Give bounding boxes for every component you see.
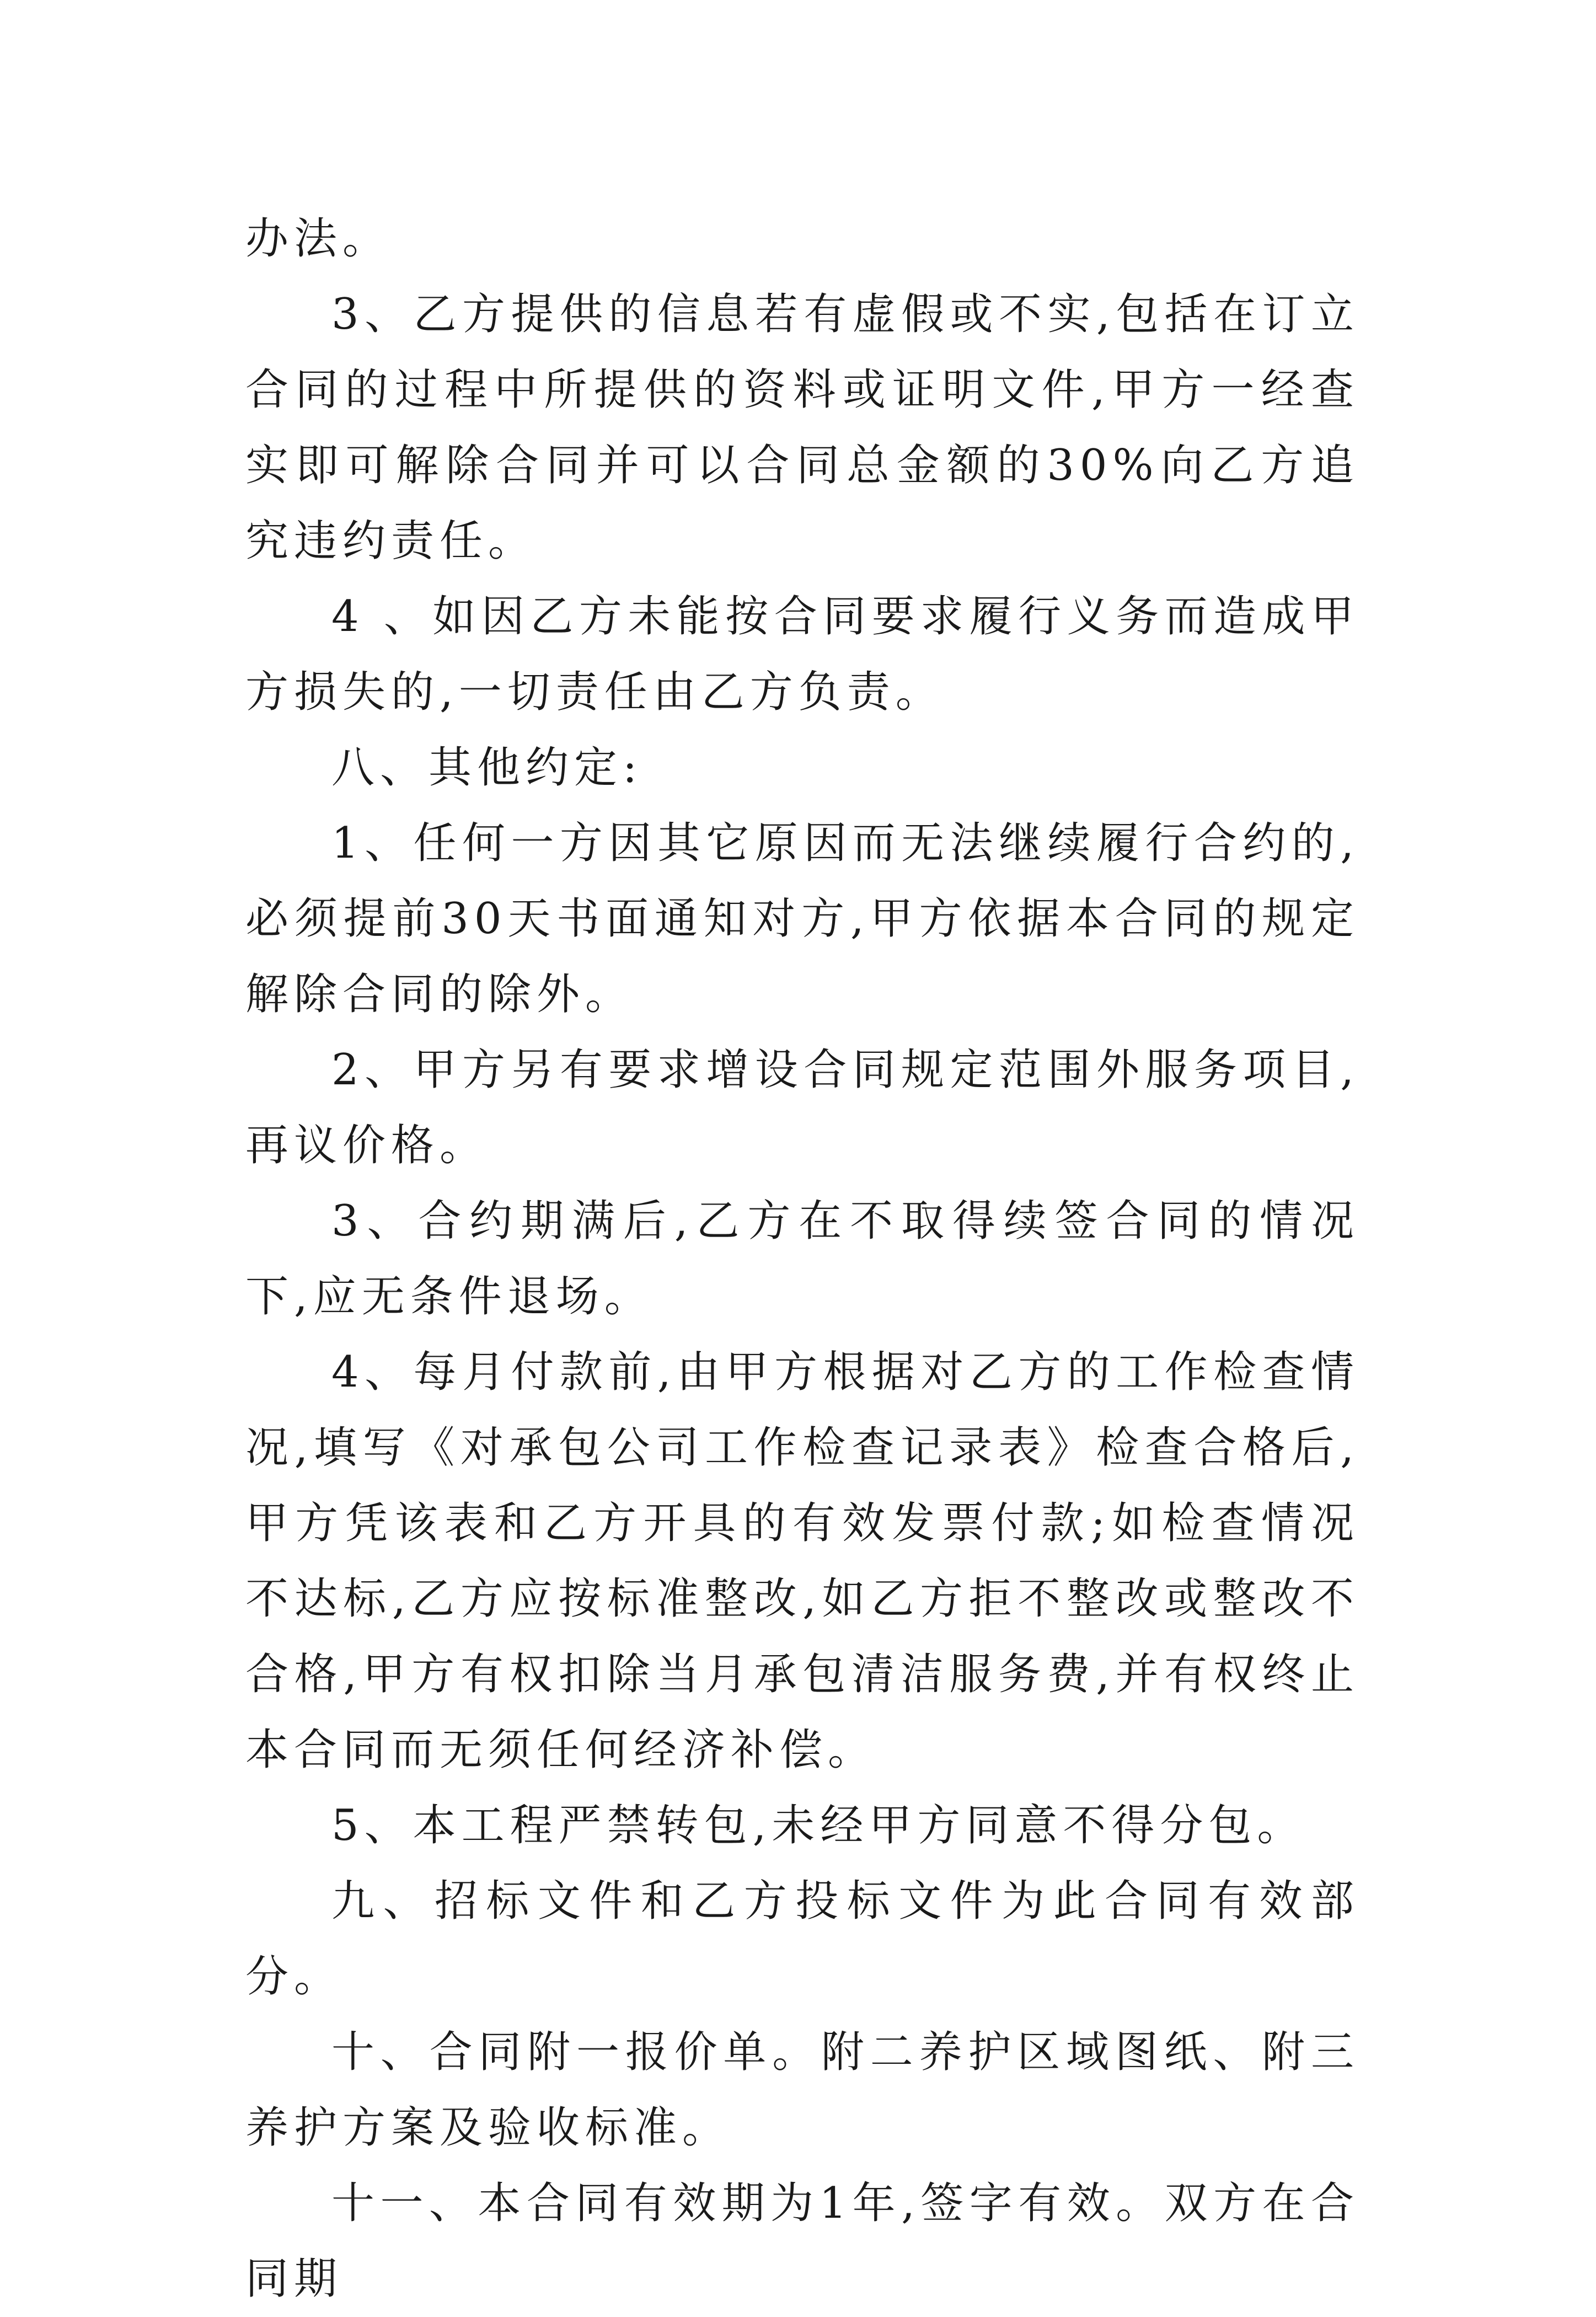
paragraph: 3、合约期满后,乙方在不取得续签合同的情况下,应无条件退场。 bbox=[245, 1196, 1359, 1321]
section-paragraph: 十、合同附一报价单。附二养护区域图纸、附三养护方案及验收标准。 bbox=[245, 2027, 1359, 2153]
paragraph: 3、乙方提供的信息若有虚假或不实,包括在订立合同的过程中所提供的资料或证明文件,甲方一经查实即可解除合同并可以合同总金额的30%向乙方追究违约责任。 bbox=[245, 290, 1359, 566]
paragraph: 1、任何一方因其它原因而无法继续履行合约的,必须提前30天书面通知对方,甲方依据本合同的规定解除合同的除外。 bbox=[245, 818, 1359, 1019]
paragraph: 4、每月付款前,由甲方根据对乙方的工作检查情况,填写《对承包公司工作检查记录表》检查合格后,甲方凭该表和乙方开具的有效发票付款;如检查情况不达标,乙方应按标准整改,如乙方拒不整改或整改不合格,甲方有权扣除当月承包清洁服务费,并有权终止本合同而无须任何经济补偿。 bbox=[245, 1347, 1359, 1775]
paragraph: 5、本工程严禁转包,未经甲方同意不得分包。 bbox=[331, 1801, 1306, 1850]
section-paragraph: 九、招标文件和乙方投标文件为此合同有效部分。 bbox=[245, 1876, 1359, 2002]
paragraph: 4 、如因乙方未能按合同要求履行义务而造成甲方损失的,一切责任由乙方负责。 bbox=[245, 592, 1359, 717]
paragraph: 办法。 bbox=[245, 214, 392, 264]
document-body bbox=[245, 201, 1359, 2317]
section-paragraph: 十一、本合同有效期为1年,签字有效。双方在合同期 bbox=[245, 2179, 1359, 2304]
section-heading: 八、其他约定: bbox=[331, 743, 643, 793]
paragraph: 2、甲方另有要求增设合同规定范围外服务项目,再议价格。 bbox=[245, 1045, 1359, 1170]
